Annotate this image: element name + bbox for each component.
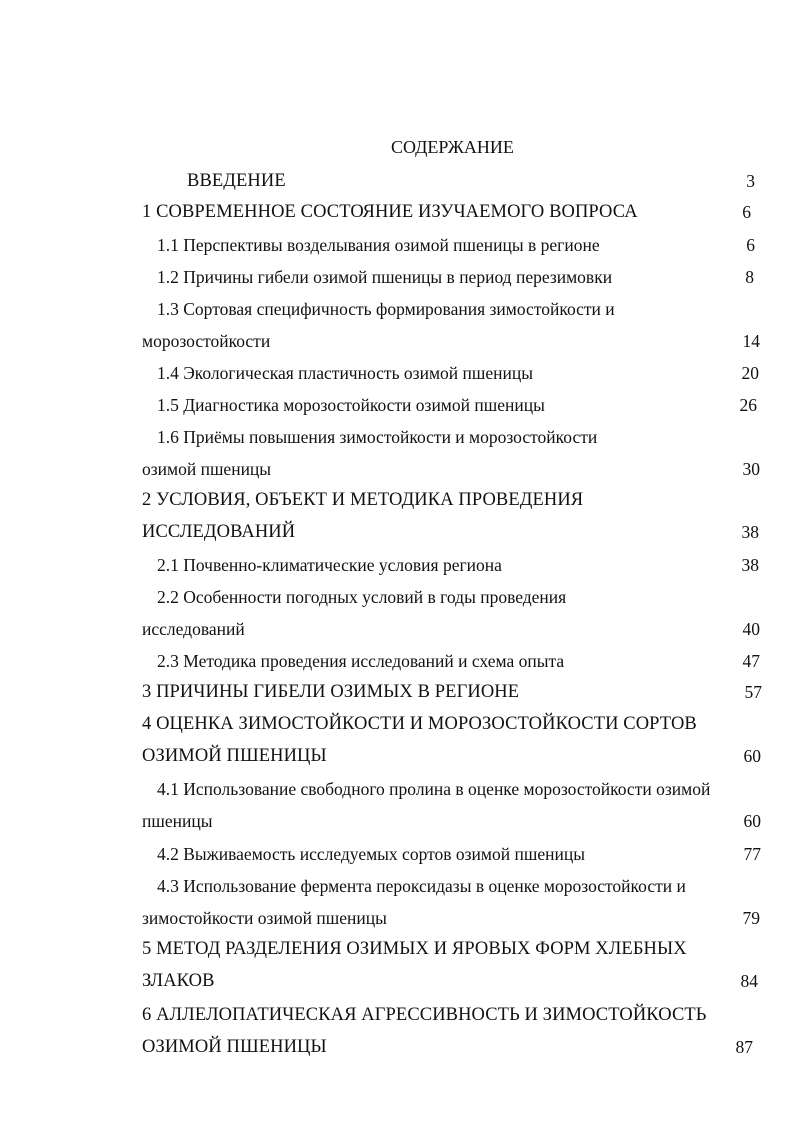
toc-page-number: 77 <box>743 844 761 864</box>
toc-page-number: 20 <box>741 363 759 383</box>
toc-page-number: 84 <box>740 971 758 991</box>
toc-entry-chapter-5-cont: ЗЛАКОВ <box>142 971 215 991</box>
toc-entry-section-1-4: 1.4 Экологическая пластичность озимой пшеницы <box>157 363 533 383</box>
toc-page-number: 60 <box>743 811 761 831</box>
toc-entry-section-4-2: 4.2 Выживаемость исследуемых сортов озимой пшеницы <box>157 844 585 864</box>
toc-entry-section-1-3: 1.3 Сортовая специфичность формирования зимостойкости и <box>157 299 615 319</box>
toc-entry-section-4-3-cont: зимостойкости озимой пшеницы <box>142 908 387 928</box>
toc-entry-section-4-1-cont: пшеницы <box>142 811 213 831</box>
toc-entry-section-2-2-cont: исследований <box>142 619 245 639</box>
toc-page-number: 8 <box>745 267 754 287</box>
toc-entry-chapter-5: 5 МЕТОД РАЗДЕЛЕНИЯ ОЗИМЫХ И ЯРОВЫХ ФОРМ ХЛЕБНЫХ <box>142 939 687 959</box>
toc-page-number: 38 <box>741 522 759 542</box>
toc-page-number: 40 <box>742 619 760 639</box>
toc-page-number: 38 <box>741 555 759 575</box>
toc-entry-chapter-2-cont: ИССЛЕДОВАНИЙ <box>142 522 296 542</box>
toc-entry-chapter-4-cont: ОЗИМОЙ ПШЕНИЦЫ <box>142 746 327 766</box>
toc-entry-section-1-1: 1.1 Перспективы возделывания озимой пшеницы в регионе <box>157 235 600 255</box>
toc-page-number: 6 <box>742 202 751 222</box>
toc-entry-section-1-3-cont: морозостойкости <box>142 331 271 351</box>
toc-entry-intro: ВВЕДЕНИЕ <box>187 171 286 191</box>
toc-entry-chapter-3: 3 ПРИЧИНЫ ГИБЕЛИ ОЗИМЫХ В РЕГИОНЕ <box>142 682 520 702</box>
toc-title: СОДЕРЖАНИЕ <box>391 137 514 157</box>
toc-page-number: 30 <box>742 459 760 479</box>
toc-entry-chapter-6-cont: ОЗИМОЙ ПШЕНИЦЫ <box>142 1037 327 1057</box>
toc-entry-chapter-2: 2 УСЛОВИЯ, ОБЪЕКТ И МЕТОДИКА ПРОВЕДЕНИЯ <box>142 490 584 510</box>
toc-entry-chapter-4: 4 ОЦЕНКА ЗИМОСТОЙКОСТИ И МОРОЗОСТОЙКОСТИ СОРТОВ <box>142 714 697 734</box>
toc-entry-section-1-2: 1.2 Причины гибели озимой пшеницы в период перезимовки <box>157 267 613 287</box>
toc-page-number: 87 <box>735 1037 753 1057</box>
toc-page-number: 26 <box>739 395 757 415</box>
toc-entry-section-1-6-cont: озимой пшеницы <box>142 459 272 479</box>
toc-entry-section-4-3: 4.3 Использование фермента пероксидазы в оценке морозостойкости и <box>157 876 686 896</box>
toc-entry-section-4-1: 4.1 Использование свободного пролина в оценке морозостойкости озимой <box>157 779 711 799</box>
toc-page-number: 6 <box>746 235 755 255</box>
toc-page-number: 3 <box>746 171 755 191</box>
toc-entry-section-1-6: 1.6 Приёмы повышения зимостойкости и морозостойкости <box>157 427 598 447</box>
toc-entry-section-2-2: 2.2 Особенности погодных условий в годы проведения <box>157 587 567 607</box>
toc-page-number: 47 <box>742 651 760 671</box>
toc-entry-chapter-1: 1 СОВРЕМЕННОЕ СОСТОЯНИЕ ИЗУЧАЕМОГО ВОПРОСА <box>142 202 638 222</box>
toc-entry-chapter-6: 6 АЛЛЕЛОПАТИЧЕСКАЯ АГРЕССИВНОСТЬ И ЗИМОСТОЙКОСТЬ <box>142 1005 707 1025</box>
toc-entry-section-2-3: 2.3 Методика проведения исследований и схема опыта <box>157 651 565 671</box>
toc-page-number: 79 <box>742 908 760 928</box>
toc-entry-section-1-5: 1.5 Диагностика морозостойкости озимой пшеницы <box>157 395 545 415</box>
toc-page-number: 60 <box>743 746 761 766</box>
toc-entry-section-2-1: 2.1 Почвенно-климатические условия региона <box>157 555 502 575</box>
toc-page-number: 14 <box>742 331 760 351</box>
toc-page-number: 57 <box>744 682 762 702</box>
